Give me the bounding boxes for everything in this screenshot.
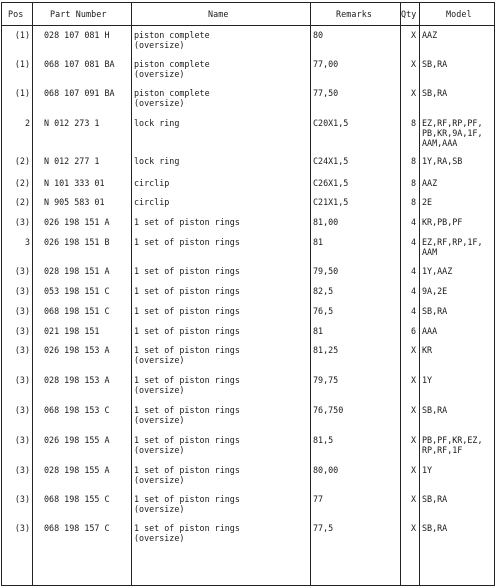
row-model-line: KR,PB,PF [422, 217, 463, 227]
row-name-line: (oversize) [134, 98, 185, 108]
row-part-number: N 012 273 1 [44, 118, 100, 128]
row-qty: 8 [410, 156, 416, 166]
row-model-line: EZ,RF,RP,PF, [422, 118, 483, 128]
row-name [134, 405, 240, 425]
row-pos: (3) [14, 375, 30, 385]
row-qty: 8 [410, 178, 416, 188]
row-name-line: circlip [134, 197, 170, 207]
row-model-line: 1Y [422, 375, 433, 385]
row-qty: 4 [410, 286, 416, 296]
row-pos: (3) [14, 494, 30, 504]
row-qty: X [410, 345, 416, 355]
row-part-number: 026 198 151 B [44, 237, 110, 247]
column-divider [310, 2, 311, 586]
row-model-line: AAA [422, 326, 438, 336]
row-qty: 4 [410, 217, 416, 227]
row-name-line: (oversize) [134, 385, 185, 395]
header-qty: Qty [401, 9, 417, 19]
row-pos: (3) [14, 266, 30, 276]
row-name [134, 217, 240, 227]
row-name-line: piston complete [134, 88, 210, 98]
header-divider [1, 25, 495, 26]
row-model-line: SB,RA [422, 494, 448, 504]
row-remarks: 81,00 [313, 217, 339, 227]
row-model-line: 1Y,AAZ [422, 266, 453, 276]
row-part-number: 068 198 151 C [44, 306, 110, 316]
row-model-line: 9A,2E [422, 286, 448, 296]
row-name-line: (oversize) [134, 355, 185, 365]
row-pos: (3) [14, 217, 30, 227]
row-name-line: 1 set of piston rings [134, 345, 240, 355]
row-name-line: lock ring [134, 156, 180, 166]
row-pos: (3) [14, 465, 30, 475]
row-model-line: RP,RF,1F [422, 445, 463, 455]
row-model-line: SB,RA [422, 405, 448, 415]
row-model-line: SB,RA [422, 306, 448, 316]
row-name [134, 286, 240, 296]
row-pos: 3 [24, 237, 30, 247]
row-part-number: N 905 583 01 [44, 197, 105, 207]
row-part-number: 026 198 151 A [44, 217, 110, 227]
row-model [422, 197, 432, 207]
row-part-number: 068 198 155 C [44, 494, 110, 504]
row-name-line: 1 set of piston rings [134, 237, 240, 247]
row-model [422, 156, 462, 166]
header-remarks: Remarks [336, 9, 372, 19]
row-model [422, 266, 452, 276]
row-model [422, 217, 462, 227]
row-remarks: C21X1,5 [313, 197, 349, 207]
row-qty: X [410, 523, 416, 533]
row-qty: 8 [410, 197, 416, 207]
row-name-line: 1 set of piston rings [134, 435, 240, 445]
row-model-line: AAM [422, 247, 438, 257]
row-name-line: piston complete [134, 59, 210, 69]
row-name-line: 1 set of piston rings [134, 266, 240, 276]
row-name [134, 326, 240, 336]
row-part-number: 068 198 157 C [44, 523, 110, 533]
row-pos: (3) [14, 435, 30, 445]
header-name: Name [208, 9, 229, 19]
row-model-line: SB,RA [422, 59, 448, 69]
row-qty: X [410, 375, 416, 385]
row-model [422, 405, 447, 415]
row-name-line: (oversize) [134, 445, 185, 455]
row-qty: X [410, 30, 416, 40]
row-part-number: 028 198 155 A [44, 465, 110, 475]
row-qty: X [410, 88, 416, 98]
row-pos: (3) [14, 345, 30, 355]
row-qty: 4 [410, 306, 416, 316]
row-name [134, 178, 169, 188]
row-name-line: 1 set of piston rings [134, 217, 240, 227]
row-model-line: 2E [422, 197, 433, 207]
row-name [134, 435, 240, 455]
row-name [134, 523, 240, 543]
row-remarks: C26X1,5 [313, 178, 349, 188]
row-part-number: 026 198 155 A [44, 435, 110, 445]
row-pos: (2) [14, 197, 30, 207]
row-model [422, 237, 483, 257]
row-pos: 2 [24, 118, 30, 128]
row-pos: (3) [14, 523, 30, 533]
row-part-number: N 012 277 1 [44, 156, 100, 166]
column-divider [131, 2, 132, 586]
row-model [422, 523, 447, 533]
row-part-number: 068 107 081 BA [44, 59, 115, 69]
row-name-line: lock ring [134, 118, 180, 128]
row-pos: (2) [14, 178, 30, 188]
row-model [422, 30, 437, 40]
row-name [134, 375, 240, 395]
row-model [422, 465, 432, 475]
row-name-line: (oversize) [134, 475, 185, 485]
row-remarks: 80 [313, 30, 324, 40]
row-remarks: 81,25 [313, 345, 339, 355]
row-model-line: 1Y [422, 465, 433, 475]
row-name [134, 306, 240, 316]
row-part-number: 021 198 151 [44, 326, 100, 336]
row-remarks: 79,50 [313, 266, 339, 276]
row-model-line: KR [422, 345, 433, 355]
row-model [422, 88, 447, 98]
row-pos: (3) [14, 326, 30, 336]
row-pos: (3) [14, 286, 30, 296]
row-remarks: 80,00 [313, 465, 339, 475]
row-model [422, 286, 447, 296]
row-pos: (2) [14, 156, 30, 166]
row-name-line: circlip [134, 178, 170, 188]
row-model [422, 306, 447, 316]
row-model [422, 375, 432, 385]
row-name [134, 30, 210, 50]
row-name-line: 1 set of piston rings [134, 465, 240, 475]
column-divider [32, 2, 33, 586]
header-pos: Pos [8, 9, 24, 19]
row-pos: (1) [14, 88, 30, 98]
row-model [422, 118, 483, 148]
row-name-line: (oversize) [134, 40, 185, 50]
row-model-line: AAZ [422, 178, 438, 188]
row-name [134, 465, 240, 485]
header-model: Model [446, 9, 472, 19]
row-name-line: (oversize) [134, 533, 185, 543]
row-name-line: 1 set of piston rings [134, 286, 240, 296]
row-pos: (1) [14, 59, 30, 69]
row-model [422, 326, 437, 336]
row-name [134, 197, 169, 207]
row-model-line: AAM,AAA [422, 138, 458, 148]
header-part-number: Part Number [50, 9, 107, 19]
row-name-line: 1 set of piston rings [134, 494, 240, 504]
row-part-number: 053 198 151 C [44, 286, 110, 296]
row-name [134, 59, 210, 79]
row-name-line: (oversize) [134, 415, 185, 425]
row-name [134, 156, 179, 166]
row-name [134, 266, 240, 276]
row-name [134, 345, 240, 365]
row-qty: X [410, 465, 416, 475]
row-model [422, 494, 447, 504]
row-model-line: SB,RA [422, 88, 448, 98]
row-qty: 6 [410, 326, 416, 336]
row-name-line: 1 set of piston rings [134, 523, 240, 533]
row-remarks: 77,5 [313, 523, 334, 533]
row-model [422, 345, 432, 355]
row-pos: (3) [14, 306, 30, 316]
row-name-line: 1 set of piston rings [134, 375, 240, 385]
row-name [134, 88, 210, 108]
row-qty: X [410, 59, 416, 69]
row-remarks: 77,50 [313, 88, 339, 98]
row-name [134, 237, 240, 247]
row-pos: (3) [14, 405, 30, 415]
row-remarks: C24X1,5 [313, 156, 349, 166]
row-remarks: 79,75 [313, 375, 339, 385]
row-part-number: N 101 333 01 [44, 178, 105, 188]
row-part-number: 068 198 153 C [44, 405, 110, 415]
row-remarks: 81 [313, 326, 324, 336]
row-qty: X [410, 435, 416, 445]
row-name-line: 1 set of piston rings [134, 326, 240, 336]
row-name [134, 494, 240, 514]
row-name-line: 1 set of piston rings [134, 306, 240, 316]
row-model [422, 435, 483, 455]
row-name [134, 118, 179, 128]
row-qty: 4 [410, 266, 416, 276]
row-remarks: 82,5 [313, 286, 334, 296]
column-divider [419, 2, 420, 586]
row-model-line: EZ,RF,RP,1F, [422, 237, 483, 247]
row-model-line: 1Y,RA,SB [422, 156, 463, 166]
row-remarks: C20X1,5 [313, 118, 349, 128]
row-part-number: 028 107 081 H [44, 30, 110, 40]
row-model-line: SB,RA [422, 523, 448, 533]
row-pos: (1) [14, 30, 30, 40]
row-model-line: PB,PF,KR,EZ, [422, 435, 483, 445]
row-remarks: 77,00 [313, 59, 339, 69]
row-remarks: 76,5 [313, 306, 334, 316]
row-part-number: 028 198 153 A [44, 375, 110, 385]
row-model [422, 178, 437, 188]
row-qty: X [410, 405, 416, 415]
row-qty: X [410, 494, 416, 504]
row-part-number: 028 198 151 A [44, 266, 110, 276]
row-model [422, 59, 447, 69]
row-remarks: 76,750 [313, 405, 344, 415]
row-name-line: (oversize) [134, 504, 185, 514]
row-remarks: 81,5 [313, 435, 334, 445]
row-name-line: 1 set of piston rings [134, 405, 240, 415]
row-remarks: 77 [313, 494, 324, 504]
row-remarks: 81 [313, 237, 324, 247]
row-name-line: (oversize) [134, 69, 185, 79]
row-name-line: piston complete [134, 30, 210, 40]
row-model-line: AAZ [422, 30, 438, 40]
row-qty: 8 [410, 118, 416, 128]
row-qty: 4 [410, 237, 416, 247]
row-part-number: 026 198 153 A [44, 345, 110, 355]
row-part-number: 068 107 091 BA [44, 88, 115, 98]
row-model-line: PB,KR,9A,1F, [422, 128, 483, 138]
